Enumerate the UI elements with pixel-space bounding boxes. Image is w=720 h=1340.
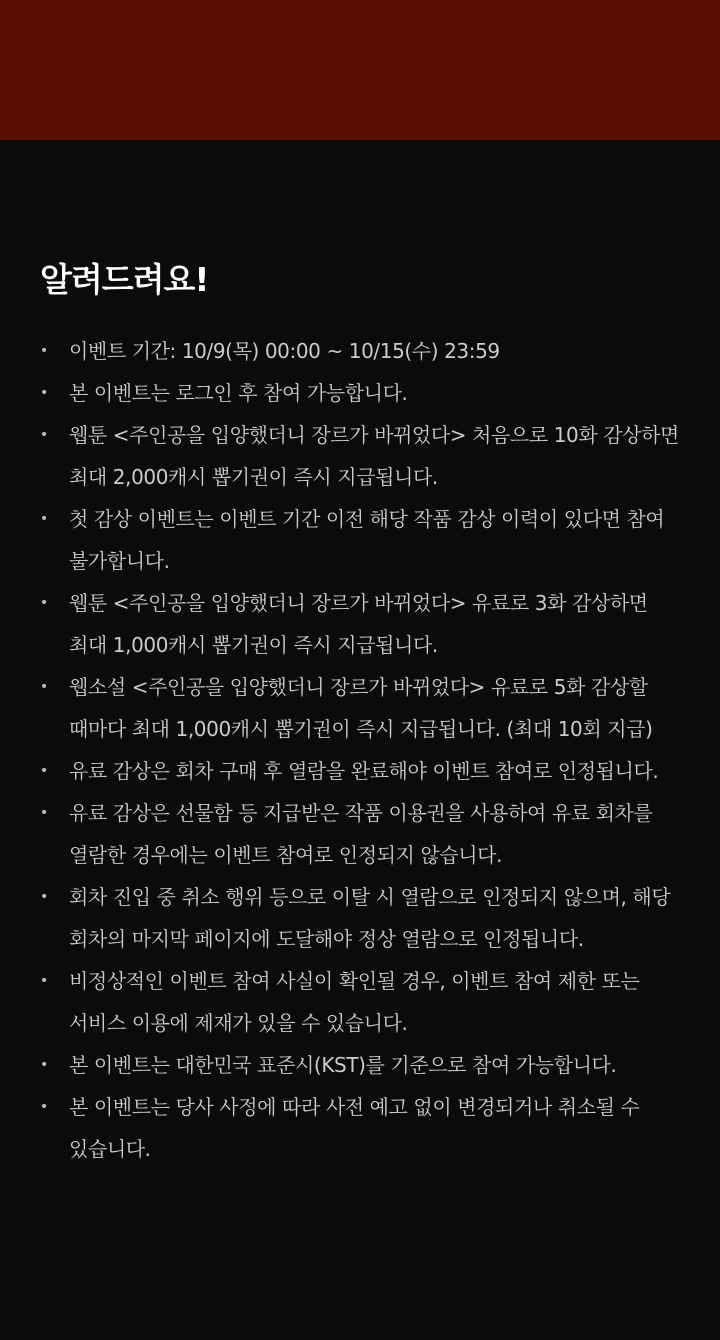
notice-item <box>40 876 680 960</box>
top-banner <box>0 0 720 140</box>
notice-item-text: 웹소설 <주인공을 입양했더니 장르가 바뀌었다> 유료로 5화 감상할 <box>69 675 648 699</box>
notice-item-text: 최대 2,000캐시 뽑기권이 즉시 지급됩니다. <box>69 465 438 489</box>
notice-item <box>40 792 680 876</box>
notice-item <box>40 1086 680 1170</box>
notice-item-text: 비정상적인 이벤트 참여 사실이 확인될 경우, 이벤트 참여 제한 또는 <box>69 969 640 993</box>
notice-item-text: 때마다 최대 1,000캐시 뽑기권이 즉시 지급됩니다. (최대 10회 지급) <box>69 717 653 741</box>
notice-item-text: 열람한 경우에는 이벤트 참여로 인정되지 않습니다. <box>69 843 503 867</box>
notice-item-text: 유료 감상은 선물함 등 지급받은 작품 이용권을 사용하여 유료 회차를 <box>69 801 653 825</box>
notice-item-text: 회차의 마지막 페이지에 도달해야 정상 열람으로 인정됩니다. <box>69 927 584 951</box>
notice-item <box>40 750 680 792</box>
notice-item <box>40 372 680 414</box>
notice-item <box>40 330 680 372</box>
notice-item-text: 있습니다. <box>69 1137 151 1161</box>
notice-item-text: 웹툰 <주인공을 입양했더니 장르가 바뀌었다> 유료로 3화 감상하면 <box>69 591 648 615</box>
bullet-icon: • <box>40 595 48 611</box>
notice-section <box>40 256 680 1170</box>
bullet-icon: • <box>40 1057 48 1073</box>
bullet-icon: • <box>40 679 48 695</box>
notice-item <box>40 582 680 666</box>
bullet-icon: • <box>40 343 48 359</box>
bullet-icon: • <box>40 1099 48 1115</box>
notice-list <box>40 330 680 1170</box>
notice-item-text: 이벤트 기간: 10/9(목) 00:00 ~ 10/15(수) 23:59 <box>69 339 500 363</box>
notice-title: 알려드려요! <box>40 260 209 299</box>
notice-item <box>40 1044 680 1086</box>
notice-item-text: 불가합니다. <box>69 549 170 573</box>
notice-item-text: 유료 감상은 회차 구매 후 열람을 완료해야 이벤트 참여로 인정됩니다. <box>69 759 659 783</box>
notice-item <box>40 414 680 498</box>
notice-item-text: 첫 감상 이벤트는 이벤트 기간 이전 해당 작품 감상 이력이 있다면 참여 <box>69 507 665 531</box>
bullet-icon: • <box>40 511 48 527</box>
notice-item <box>40 498 680 582</box>
notice-item <box>40 666 680 750</box>
notice-item-text: 본 이벤트는 대한민국 표준시(KST)를 기준으로 참여 가능합니다. <box>69 1053 617 1077</box>
bullet-icon: • <box>40 427 48 443</box>
notice-item-text: 웹툰 <주인공을 입양했더니 장르가 바뀌었다> 처음으로 10화 감상하면 <box>69 423 679 447</box>
notice-item-text: 서비스 이용에 제재가 있을 수 있습니다. <box>69 1011 408 1035</box>
notice-item-text: 최대 1,000캐시 뽑기권이 즉시 지급됩니다. <box>69 633 438 657</box>
notice-item-text: 본 이벤트는 당사 사정에 따라 사전 예고 없이 변경되거나 취소될 수 <box>69 1095 640 1119</box>
bullet-icon: • <box>40 805 48 821</box>
notice-item-text: 본 이벤트는 로그인 후 참여 가능합니다. <box>69 381 408 405</box>
bullet-icon: • <box>40 973 48 989</box>
bullet-icon: • <box>40 889 48 905</box>
notice-item-text: 회차 진입 중 취소 행위 등으로 이탈 시 열람으로 인정되지 않으며, 해당 <box>69 885 671 909</box>
bullet-icon: • <box>40 763 48 779</box>
bullet-icon: • <box>40 385 48 401</box>
notice-item <box>40 960 680 1044</box>
